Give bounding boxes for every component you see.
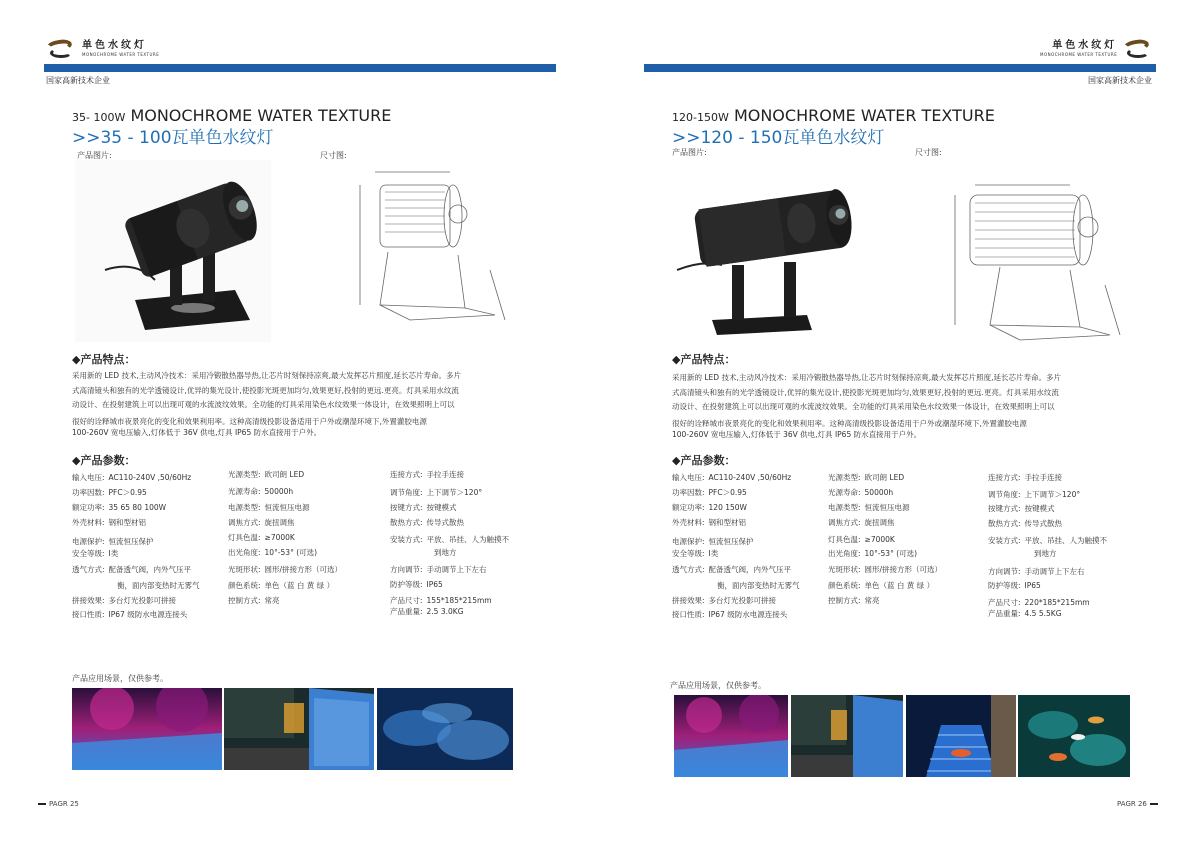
param-value: 上下调节＞120°: [1024, 490, 1081, 499]
param-item: [72, 596, 176, 606]
size-drawing-label: 尺寸图:: [915, 148, 942, 157]
features-line: 采用新的 LED 技术,主动风冷技术：采用冷锻散热器导热,让芯片时刻保持凉爽,最大发挥芯片照度,延长芯片寿命。多片: [72, 371, 461, 380]
param-item: [390, 518, 464, 528]
param-key: 连接方式:: [988, 473, 1021, 482]
features-line: 采用新的 LED 技术,主动风冷技术：采用冷锻散热器导热,让芯片时刻保持凉爽,最大发挥芯片照度,延长芯片寿命。多片: [672, 373, 1061, 382]
param-key: 出光角度:: [228, 548, 261, 557]
param-value: ≥7000K: [264, 533, 295, 542]
param-value: 155*185*215mm: [426, 596, 492, 605]
param-item: [72, 473, 191, 483]
header-bar: [44, 64, 556, 72]
param-value: 按键模式: [426, 503, 457, 512]
scene-wall-street-image: [224, 688, 374, 770]
param-item: [672, 518, 746, 528]
param-item: [390, 470, 464, 480]
param-key: 输入电压:: [72, 473, 105, 482]
param-item: [828, 581, 934, 591]
scene-wall-street-image: [791, 695, 903, 777]
param-item: [672, 596, 776, 606]
param-key: 光源类型:: [828, 473, 861, 482]
param-item: [228, 548, 317, 558]
param-key: 按键方式:: [390, 503, 423, 512]
params-heading: ◆产品参数：: [672, 454, 736, 467]
param-item: [828, 488, 893, 498]
param-item: [672, 549, 718, 559]
param-key: 防护等级:: [988, 581, 1021, 590]
param-item: [228, 518, 295, 528]
logo-name-cn: 单色水纹灯: [82, 40, 147, 51]
param-key: 电源类型:: [228, 503, 261, 512]
param-item: [390, 580, 443, 590]
param-item: [672, 503, 747, 513]
scene-photo: [224, 688, 374, 770]
features-line: 动设计、在投射建筑上可以出现可观的水流波纹效果。全功能的灯具采用染色水纹效果一体设计，在效果照明上可以: [672, 402, 1055, 411]
param-key: 安全等级:: [72, 549, 105, 558]
param-value: 平放、吊挂、人为触摸不: [426, 535, 510, 544]
page-title-cn: >>120 - 150瓦单色水纹灯: [672, 128, 885, 148]
param-value: 单色（蓝 白 黄 绿 ）: [264, 581, 335, 590]
param-item: [828, 549, 917, 559]
param-value: IP65: [426, 580, 443, 589]
param-key: 调节角度:: [390, 488, 423, 497]
features-text: [672, 371, 1147, 440]
product-photo: [75, 160, 271, 342]
param-item: [828, 535, 895, 545]
param-key: 连接方式:: [390, 470, 423, 479]
param-key: 产品尺寸:: [988, 598, 1021, 607]
param-item: [988, 581, 1041, 591]
param-key: 拼接效果:: [72, 596, 105, 605]
param-value: ≥7000K: [864, 535, 895, 544]
param-key: 光源类型:: [228, 470, 261, 479]
param-item: [988, 609, 1062, 619]
param-item: [390, 503, 457, 513]
param-value: 35 65 80 100W: [108, 503, 167, 512]
param-item: [390, 607, 464, 617]
param-value: 恒流恒压电源: [264, 503, 310, 512]
params-heading: ◆产品参数：: [72, 454, 136, 467]
dimension-drawing-icon: [930, 175, 1130, 345]
param-item: [988, 473, 1062, 483]
param-value: 50000h: [264, 487, 294, 496]
param-key: 按键方式:: [988, 504, 1021, 513]
param-item: [390, 565, 487, 575]
param-value: 手拉手连接: [1024, 473, 1063, 482]
param-key: 接口性质:: [672, 610, 705, 619]
param-item: [828, 518, 895, 528]
scene-photo: [377, 688, 513, 770]
features-text: [72, 369, 547, 438]
scene-steps-koi-image: [906, 695, 1016, 777]
scene-photo: [791, 695, 903, 777]
scene-koi-floor-image: [1018, 695, 1130, 777]
features-line: 100-260V 宽电压输入,灯体低于 36V 供电,灯具 IP65 防水直接用于户外。: [672, 429, 922, 439]
features-line: 式高清镜头和独有的光学透镜设计,优异的集光设计,使投影光斑更加均匀,效果更好,投射的更远.更亮。灯具采用水纹流: [72, 385, 459, 395]
features-line: 100-260V 宽电压输入,灯体低于 36V 供电,灯具 IP65 防水直接用于户外。: [72, 427, 322, 437]
param-item: [717, 581, 800, 591]
product-image-label: 产品图片:: [77, 151, 112, 160]
param-key: 功率因数:: [72, 488, 105, 497]
param-item: [988, 567, 1085, 577]
param-key: 产品重量:: [390, 607, 423, 616]
size-drawing-label: 尺寸图:: [320, 151, 347, 160]
param-key: 透气方式:: [672, 565, 705, 574]
param-item: [228, 533, 295, 543]
param-value: 衡，面内部变热时无雾气: [717, 581, 800, 590]
param-value: PFC＞0.95: [708, 488, 747, 497]
features-line: 式高清镜头和独有的光学透镜设计,优异的集光设计,使投影光斑更加均匀,效果更好,投射的更远.更亮。灯具采用水纹流: [672, 387, 1059, 397]
param-value: 常亮: [864, 596, 880, 605]
param-item: [672, 488, 747, 498]
param-key: 方向调节:: [390, 565, 423, 574]
param-key: 接口性质:: [72, 610, 105, 619]
param-item: [72, 565, 191, 575]
product-photo: [672, 170, 862, 340]
scene-caption: 产品应用场景，仅供参考。: [670, 681, 766, 690]
param-value: 手动调节上下左右: [426, 565, 487, 574]
param-item: [228, 596, 280, 606]
dimension-drawing: [340, 160, 510, 340]
title-wattage: 35- 100W: [72, 111, 126, 124]
param-value: 手拉手连接: [426, 470, 465, 479]
param-item: [988, 490, 1080, 500]
param-value: PFC＞0.95: [108, 488, 147, 497]
page-number-text: PAGR 26: [1117, 800, 1147, 808]
scene-tree-path-image: [674, 695, 788, 777]
param-value: 120 150W: [708, 503, 747, 512]
company-tag: 国家高新技术企业: [1088, 76, 1152, 85]
param-value: 10°-53° (可选): [264, 548, 318, 557]
logo-name-en: MONOCHROME WATER TEXTURE: [1040, 52, 1118, 57]
param-value: 4.5 5.5KG: [1024, 609, 1062, 618]
product-image-label: 产品图片:: [672, 148, 707, 157]
param-key: 控制方式:: [228, 596, 261, 605]
param-key: 产品尺寸:: [390, 596, 423, 605]
param-key: 安全等级:: [672, 549, 705, 558]
param-item: [1034, 549, 1057, 559]
param-value: 衡，面内部变热时无雾气: [117, 581, 200, 590]
dimension-drawing-icon: [340, 160, 510, 340]
param-key: 额定功率:: [672, 503, 705, 512]
title-wattage: 120-150W: [672, 111, 729, 124]
param-item: [672, 610, 787, 620]
logo-mark-icon: [46, 38, 76, 60]
param-key: 出光角度:: [828, 549, 861, 558]
param-key: 散热方式:: [988, 519, 1021, 528]
param-key: 电源类型:: [828, 503, 861, 512]
features-line: 动设计、在投射建筑上可以出现可观的水流波纹效果。全功能的灯具采用染色水纹效果一体设计，在效果照明上可以: [72, 400, 455, 409]
param-key: 防护等级:: [390, 580, 423, 589]
param-value: IP67 级防水电源连接头: [108, 610, 188, 619]
scene-photo: [674, 695, 788, 777]
param-item: [828, 565, 942, 575]
param-key: 控制方式:: [828, 596, 861, 605]
param-key: 调焦方式:: [228, 518, 261, 527]
features-line: 很好的诠释城市夜景亮化的变化和效果利用率。这种高清级投影设备适用于户外或潮湿环境下,外置灌胶电源: [72, 416, 427, 426]
param-item: [390, 488, 482, 498]
scene-caption: 产品应用场景，仅供参考。: [72, 674, 168, 683]
scene-water-ground-image: [377, 688, 513, 770]
param-value: 圆形/拼接方形（可选）: [264, 565, 343, 574]
brand-logo: [1040, 38, 1153, 60]
param-value: 钢和型材铝: [708, 518, 747, 527]
param-key: 调焦方式:: [828, 518, 861, 527]
param-key: 安装方式:: [390, 535, 423, 544]
page-number-text: PAGR 25: [49, 800, 79, 808]
param-key: 调节角度:: [988, 490, 1021, 499]
param-key: 外壳材料:: [672, 518, 705, 527]
features-heading: ◆产品特点：: [672, 353, 736, 366]
param-value: AC110-240V ,50/60Hz: [708, 473, 792, 482]
param-value: 圆形/拼接方形（可选）: [864, 565, 943, 574]
param-item: [988, 536, 1107, 546]
param-key: 产品重量:: [988, 609, 1021, 618]
param-value: 欧司朗 LED: [264, 470, 305, 479]
param-value: 钢和型材铝: [108, 518, 147, 527]
param-key: 方向调节:: [988, 567, 1021, 576]
param-value: 恒流恒压电源: [864, 503, 910, 512]
param-item: [672, 473, 791, 483]
param-value: 配备透气阀，内外气压平: [108, 565, 192, 574]
title-product: MONOCHROME WATER TEXTURE: [733, 106, 995, 125]
param-key: 电源保护:: [672, 537, 705, 546]
page-number-dash: [38, 803, 46, 805]
param-value: Ⅰ类: [108, 549, 119, 558]
scene-photo: [72, 688, 222, 770]
dimension-drawing: [930, 175, 1130, 345]
param-value: 常亮: [264, 596, 280, 605]
param-item: [390, 596, 492, 606]
param-item: [828, 473, 904, 483]
param-item: [672, 537, 754, 547]
param-item: [988, 519, 1062, 529]
param-item: [988, 598, 1090, 608]
page-number-dash: [1150, 803, 1158, 805]
param-key: 灯具色温:: [228, 533, 261, 542]
param-value: 欧司朗 LED: [864, 473, 905, 482]
param-value: 配备透气阀，内外气压平: [708, 565, 792, 574]
spotlight-photo-icon: [672, 170, 862, 340]
features-heading: ◆产品特点：: [72, 353, 136, 366]
param-value: 平放、吊挂、人为触摸不: [1024, 536, 1108, 545]
param-value: 按键模式: [1024, 504, 1055, 513]
param-value: 到地方: [434, 548, 457, 557]
param-key: 光源寿命:: [828, 488, 861, 497]
param-value: 220*185*215mm: [1024, 598, 1090, 607]
param-item: [390, 535, 509, 545]
param-item: [117, 581, 200, 591]
param-key: 灯具色温:: [828, 535, 861, 544]
param-item: [72, 503, 166, 513]
param-key: 颜色系统:: [828, 581, 861, 590]
param-value: 上下调节＞120°: [426, 488, 483, 497]
param-item: [72, 549, 118, 559]
param-key: 颜色系统:: [228, 581, 261, 590]
page-number: [1117, 800, 1158, 808]
param-key: 电源保护:: [72, 537, 105, 546]
param-value: 旋扭调焦: [264, 518, 295, 527]
param-key: 安装方式:: [988, 536, 1021, 545]
param-value: 恒流恒压保护: [108, 537, 154, 546]
features-line: 很好的诠释城市夜景亮化的变化和效果利用率。这种高清级投影设备适用于户外或潮湿环境下,外置灌胶电源: [672, 418, 1027, 428]
param-item: [228, 487, 293, 497]
param-item: [228, 581, 334, 591]
param-value: 传导式散热: [426, 518, 465, 527]
page-number: [38, 800, 79, 808]
param-value: 手动调节上下左右: [1024, 567, 1085, 576]
param-value: AC110-240V ,50/60Hz: [108, 473, 192, 482]
scene-photo: [1018, 695, 1130, 777]
param-value: 10°-53° (可选): [864, 549, 918, 558]
param-key: 散热方式:: [390, 518, 423, 527]
param-value: IP65: [1024, 581, 1041, 590]
param-item: [228, 470, 304, 480]
param-key: 功率因数:: [672, 488, 705, 497]
param-key: 透气方式:: [72, 565, 105, 574]
logo-name-cn: 单色水纹灯: [1052, 40, 1118, 51]
scene-tree-path-image: [72, 688, 222, 770]
param-value: 50000h: [864, 488, 894, 497]
param-value: 到地方: [1034, 549, 1057, 558]
param-key: 光斑形状:: [828, 565, 861, 574]
param-value: 旋扭调焦: [864, 518, 895, 527]
param-key: 拼接效果:: [672, 596, 705, 605]
param-item: [72, 537, 154, 547]
param-item: [434, 548, 457, 558]
param-item: [828, 596, 880, 606]
param-value: 单色（蓝 白 黄 绿 ）: [864, 581, 935, 590]
param-value: 传导式散热: [1024, 519, 1063, 528]
catalog-page-right: [600, 0, 1200, 849]
spotlight-photo-icon: [75, 160, 271, 342]
param-value: IP67 级防水电源连接头: [708, 610, 788, 619]
param-key: 额定功率:: [72, 503, 105, 512]
param-value: 2.5 3.0KG: [426, 607, 464, 616]
param-item: [72, 610, 187, 620]
param-item: [72, 488, 147, 498]
brand-logo: [46, 38, 159, 60]
param-value: 多台灯光投影可拼接: [708, 596, 777, 605]
param-key: 外壳材料:: [72, 518, 105, 527]
param-value: 恒流恒压保护: [708, 537, 754, 546]
param-key: 光源寿命:: [228, 487, 261, 496]
param-item: [228, 503, 310, 513]
param-item: [72, 518, 146, 528]
logo-name-en: MONOCHROME WATER TEXTURE: [82, 52, 160, 57]
logo-mark-icon: [1123, 38, 1153, 60]
param-value: 多台灯光投影可拼接: [108, 596, 177, 605]
param-item: [988, 504, 1055, 514]
scene-photo: [906, 695, 1016, 777]
param-item: [828, 503, 910, 513]
param-item: [672, 565, 791, 575]
title-product: MONOCHROME WATER TEXTURE: [130, 106, 392, 125]
param-value: Ⅰ类: [708, 549, 719, 558]
param-item: [228, 565, 342, 575]
company-tag: 国家高新技术企业: [46, 76, 110, 85]
header-bar: [644, 64, 1156, 72]
param-key: 输入电压:: [672, 473, 705, 482]
page-title-cn: >>35 - 100瓦单色水纹灯: [72, 128, 274, 148]
param-key: 光斑形状:: [228, 565, 261, 574]
